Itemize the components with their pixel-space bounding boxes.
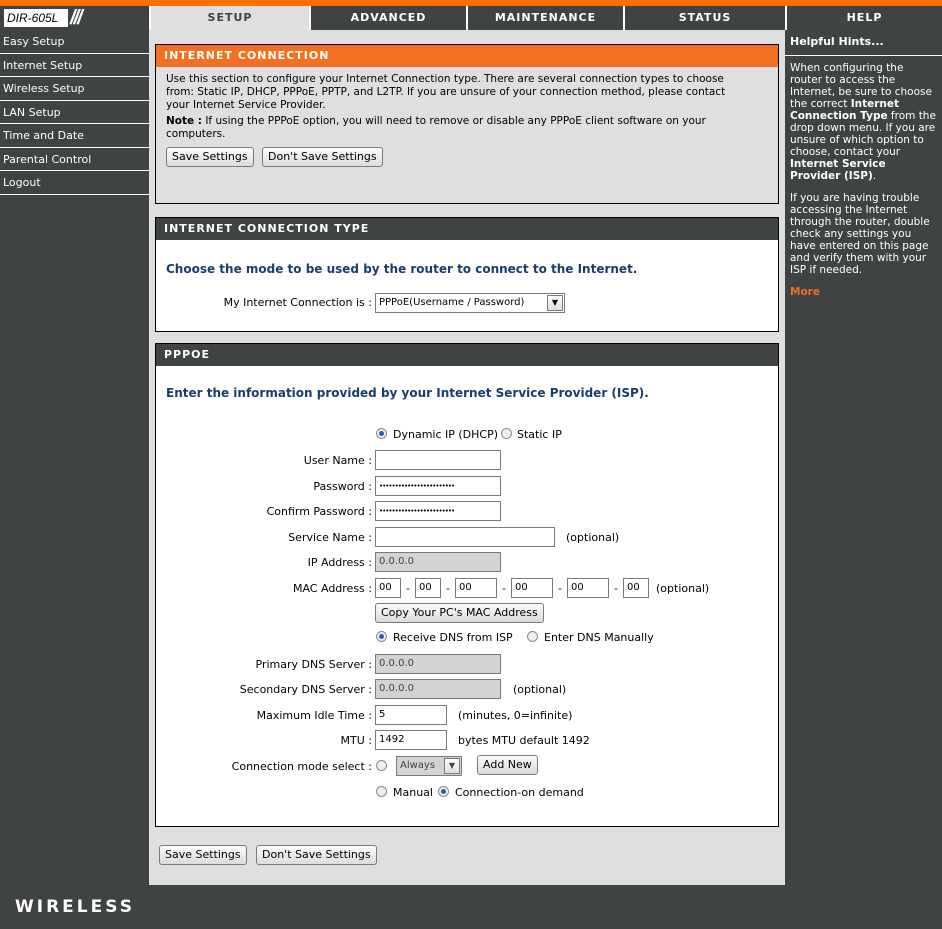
connection-type-select[interactable] bbox=[375, 293, 565, 313]
logo-slashes-icon: /// bbox=[70, 7, 81, 29]
mtu-label: MTU : bbox=[340, 734, 372, 747]
idle-time-input[interactable]: 5 bbox=[375, 705, 447, 725]
pppoe-prompt: Enter the information provided by your Internet Service Provider (ISP). bbox=[166, 386, 649, 400]
footer bbox=[0, 885, 942, 929]
password-input[interactable]: •••••••••••••••••••••••• bbox=[375, 476, 501, 496]
manual-radio[interactable] bbox=[376, 786, 387, 797]
pppoe-section bbox=[155, 343, 779, 827]
service-name-label: Service Name : bbox=[288, 531, 372, 544]
header bbox=[0, 6, 942, 30]
mac-octet-1[interactable]: 00 bbox=[375, 578, 401, 598]
tab-setup[interactable]: SETUP bbox=[149, 6, 309, 30]
confirm-password-input[interactable]: •••••••••••••••••••••••• bbox=[375, 501, 501, 521]
intro-line-3: your Internet Service Provider. bbox=[166, 99, 326, 111]
mtu-input[interactable]: 1492 bbox=[375, 730, 447, 750]
mac-octet-6[interactable]: 00 bbox=[623, 578, 649, 598]
tab-maintenance[interactable]: MAINTENANCE bbox=[466, 6, 623, 30]
ip-address-input[interactable]: 0.0.0.0 bbox=[375, 552, 501, 572]
secondary-dns-label: Secondary DNS Server : bbox=[239, 683, 372, 696]
receive-dns-radio[interactable] bbox=[376, 631, 387, 642]
save-settings-button-top[interactable]: Save Settings bbox=[166, 147, 254, 167]
service-name-input[interactable] bbox=[375, 527, 555, 547]
user-name-input[interactable] bbox=[375, 450, 501, 470]
help-text: from the drop down menu. If you are unsure of which option to choose, contact your bbox=[790, 110, 936, 158]
connection-mode-label: Connection mode select : bbox=[231, 760, 372, 773]
idle-time-label: Maximum Idle Time : bbox=[256, 709, 372, 722]
dropdown-arrow-icon: ▼ bbox=[444, 758, 460, 774]
sidebar-item-time-and-date[interactable]: Time and Date bbox=[0, 124, 149, 148]
ip-address-label: IP Address : bbox=[307, 556, 372, 569]
always-radio[interactable] bbox=[376, 760, 387, 771]
mac-optional: (optional) bbox=[656, 582, 710, 595]
mac-separator: - bbox=[558, 582, 562, 595]
tab-advanced[interactable]: ADVANCED bbox=[309, 6, 466, 30]
sidebar-item-internet-setup[interactable]: Internet Setup bbox=[0, 54, 149, 78]
always-select[interactable] bbox=[396, 756, 462, 776]
secondary-dns-optional: (optional) bbox=[513, 683, 567, 696]
model-label: DIR-605L bbox=[4, 9, 68, 27]
mac-separator: - bbox=[502, 582, 506, 595]
add-new-button[interactable]: Add New bbox=[477, 755, 538, 775]
help-text: When configuring the router to access the Internet, be sure to choose the correct bbox=[790, 62, 932, 110]
manual-label: Manual bbox=[393, 786, 433, 799]
help-text: . bbox=[872, 170, 877, 182]
mac-octet-3[interactable]: 00 bbox=[455, 578, 497, 598]
sidebar-item-easy-setup[interactable]: Easy Setup bbox=[0, 30, 149, 54]
logo bbox=[0, 6, 149, 30]
receive-dns-label: Receive DNS from ISP bbox=[393, 631, 513, 644]
mac-separator: - bbox=[446, 582, 450, 595]
pppoe-title: PPPOE bbox=[156, 344, 778, 366]
note-line-2: computers. bbox=[166, 128, 226, 140]
connection-type-section bbox=[155, 217, 779, 332]
connection-type-value: PPPoE(Username / Password) bbox=[379, 297, 525, 308]
user-name-label: User Name : bbox=[303, 454, 372, 467]
dont-save-settings-button-top[interactable]: Don't Save Settings bbox=[262, 147, 383, 167]
note-label: Note : bbox=[166, 115, 202, 127]
enter-dns-radio[interactable] bbox=[527, 631, 538, 642]
mac-separator: - bbox=[406, 582, 410, 595]
static-ip-label: Static IP bbox=[517, 428, 562, 441]
service-name-optional: (optional) bbox=[566, 531, 620, 544]
internet-connection-title: INTERNET CONNECTION bbox=[156, 45, 778, 67]
mtu-note: bytes MTU default 1492 bbox=[458, 734, 590, 747]
dynamic-ip-radio[interactable] bbox=[376, 428, 387, 439]
note-line-1 bbox=[166, 115, 706, 127]
intro-line-2: from: Static IP, DHCP, PPPoE, PPTP, and L2TP. If you are unsure of your connection method, please contact bbox=[166, 86, 726, 98]
intro-line-1: Use this section to configure your Internet Connection type. There are several connection types to choose bbox=[166, 73, 724, 85]
primary-dns-label: Primary DNS Server : bbox=[255, 658, 372, 671]
primary-dns-input[interactable]: 0.0.0.0 bbox=[375, 654, 501, 674]
connection-type-prompt: Choose the mode to be used by the router to connect to the Internet. bbox=[166, 262, 638, 276]
sidebar-item-wireless-setup[interactable]: Wireless Setup bbox=[0, 77, 149, 101]
sidebar-item-parental-control[interactable]: Parental Control bbox=[0, 148, 149, 172]
tab-status[interactable]: STATUS bbox=[623, 6, 785, 30]
mac-separator: - bbox=[614, 582, 618, 595]
help-panel bbox=[785, 30, 942, 885]
connection-type-label: My Internet Connection is : bbox=[223, 296, 372, 309]
internet-connection-section bbox=[155, 44, 779, 204]
help-emphasis: Internet Service Provider (ISP) bbox=[790, 158, 886, 182]
help-title: Helpful Hints... bbox=[790, 35, 884, 48]
enter-dns-label: Enter DNS Manually bbox=[544, 631, 654, 644]
on-demand-label: Connection-on demand bbox=[455, 786, 584, 799]
idle-time-note: (minutes, 0=infinite) bbox=[458, 709, 573, 722]
main-content bbox=[149, 30, 785, 885]
mac-address-label: MAC Address : bbox=[292, 582, 372, 595]
dont-save-settings-button-bottom[interactable]: Don't Save Settings bbox=[256, 845, 377, 865]
secondary-dns-input[interactable]: 0.0.0.0 bbox=[375, 679, 501, 699]
help-emphasis: Internet Connection Type bbox=[790, 98, 900, 122]
always-select-value: Always bbox=[400, 760, 436, 771]
sidebar-item-logout[interactable]: Logout bbox=[0, 171, 149, 195]
on-demand-radio[interactable] bbox=[438, 786, 449, 797]
mac-octet-5[interactable]: 00 bbox=[567, 578, 609, 598]
footer-brand: WIRELESS bbox=[15, 897, 135, 917]
help-more-link[interactable]: More bbox=[790, 286, 820, 298]
sidebar-item-lan-setup[interactable]: LAN Setup bbox=[0, 101, 149, 125]
help-paragraph-1 bbox=[790, 62, 937, 182]
help-paragraph-2: If you are having trouble accessing the Internet through the router, double check any settings you have entered on this page and verify them with your ISP if needed. bbox=[790, 192, 930, 276]
copy-mac-button[interactable]: Copy Your PC's MAC Address bbox=[375, 603, 544, 623]
help-divider bbox=[785, 55, 942, 56]
dropdown-arrow-icon: ▼ bbox=[547, 295, 563, 311]
mac-octet-4[interactable]: 00 bbox=[511, 578, 553, 598]
save-settings-button-bottom[interactable]: Save Settings bbox=[159, 845, 247, 865]
tab-help[interactable]: HELP bbox=[785, 6, 942, 30]
confirm-password-label: Confirm Password : bbox=[266, 505, 372, 518]
password-label: Password : bbox=[313, 480, 372, 493]
connection-type-title: INTERNET CONNECTION TYPE bbox=[156, 218, 778, 240]
static-ip-radio[interactable] bbox=[501, 428, 512, 439]
note-text: If using the PPPoE option, you will need to remove or disable any PPPoE client software on your bbox=[202, 115, 706, 127]
dynamic-ip-label: Dynamic IP (DHCP) bbox=[393, 428, 499, 441]
mac-octet-2[interactable]: 00 bbox=[415, 578, 441, 598]
sidebar bbox=[0, 30, 149, 885]
